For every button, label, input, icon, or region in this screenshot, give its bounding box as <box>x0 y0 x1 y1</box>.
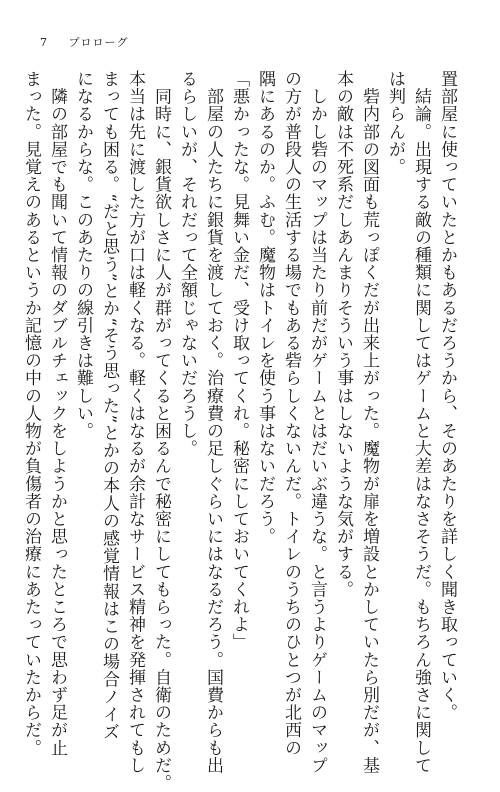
vertical-body-text <box>21 70 460 792</box>
page-number: 7 <box>40 36 48 49</box>
text-line: まった。見覚えのあるというか記憶の中の人物が負傷者の治療にあたっていたからだ。 <box>21 70 41 757</box>
text-line: 砦内部の図面も荒っぽくだが出来上がった。魔物が扉を増設とかしていたら別だが、基 <box>359 70 379 774</box>
text-line: は判らんが。 <box>385 70 405 176</box>
text-line: しかし砦のマップは当たり前だがゲームとはだいぶ違うな。と言うよりゲームのマップ <box>307 70 327 774</box>
text-line: 隣の部屋でも聞いて情報のダブルチェックをしようかと思ったところで思わず足が止 <box>47 70 67 757</box>
text-line: るらしいが、それだって全額じゃないだろうし。 <box>177 70 197 458</box>
text-line: の方が普段人の生活する場でもある砦らしくないんだ。トイレのうちのひとつが北西の <box>281 70 301 757</box>
running-title: プロローグ <box>68 36 129 49</box>
text-line: まっても困る。“だと思う”とか“そう思った”とかの本人の感覚情報はこの場合ノイズ <box>99 70 119 741</box>
text-line: 結論。出現する敵の種類に関してはゲームと大差はなさそうだ。もちろん強さに関して <box>411 70 431 774</box>
text-line: 部屋の人たちに銀貨を渡しておく。治療費の足しぐらいにはなるだろう。国費からも出 <box>203 70 223 774</box>
running-header <box>40 34 129 50</box>
text-line: 本当は先に渡した方が口は軽くなる。軽くはなるが余計なサービス精神を発揮されてもし <box>125 70 145 774</box>
text-line: 同時に、銀貨欲しさに人が群がってくると困るんで秘密にしてもらった。自衛のためだ。 <box>151 70 171 792</box>
text-line: 置部屋に使っていたとかもあるだろうから、そのあたりを詳しく聞き取っていく。 <box>437 70 457 722</box>
text-line: 隅にあるのか。ふむ。魔物はトイレを使う事はないだろう。 <box>255 70 275 546</box>
dialogue-line: 「悪かったな。見舞い金だ、受け取ってくれ。秘密にしておいてくれよ」 <box>229 70 249 651</box>
text-line: になるからな。このあたりの線引きは難しい。 <box>73 70 93 440</box>
text-line: 本の敵は不死系だしあんまりそういう事はしないような気がする。 <box>333 70 353 598</box>
